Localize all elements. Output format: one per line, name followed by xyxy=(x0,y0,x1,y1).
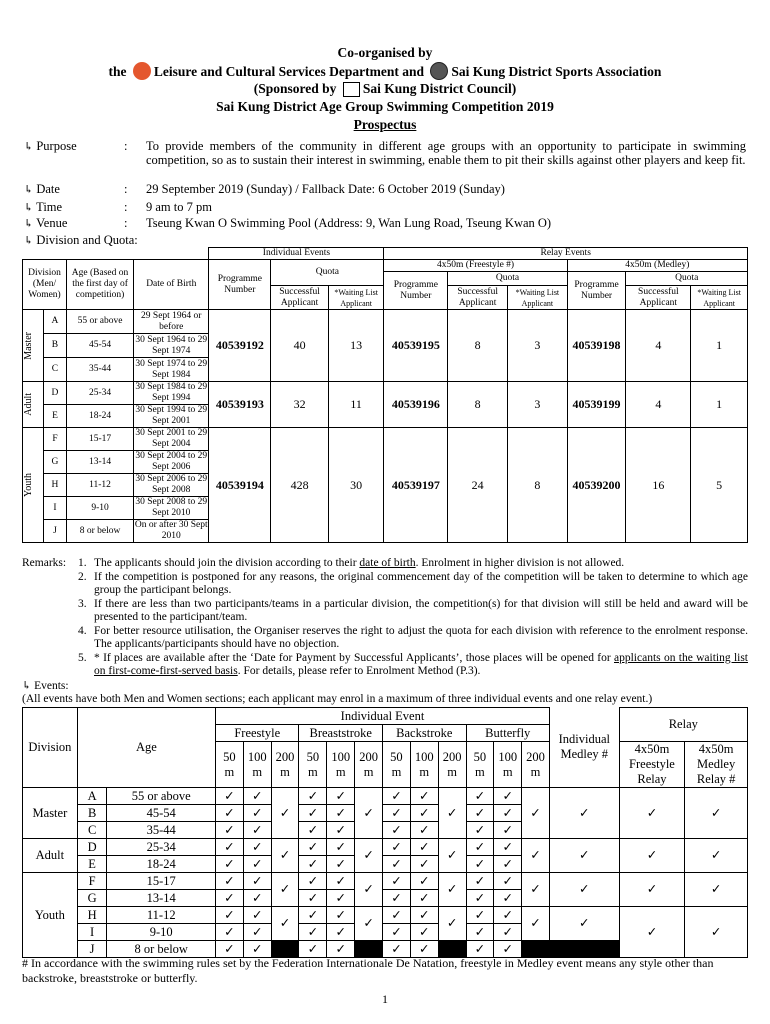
relay-free-header: 4x50m Freestyle Relay xyxy=(619,742,685,788)
individual-events-header: Individual Events xyxy=(209,248,384,260)
check-icon: ✓ xyxy=(383,805,411,822)
master-medley-success: 4 xyxy=(626,310,691,382)
events-group: Master xyxy=(23,788,78,839)
check-icon: ✓ xyxy=(243,822,271,839)
stroke-freestyle: Freestyle xyxy=(216,725,299,742)
check-icon: ✓ xyxy=(216,822,244,839)
division-code: I xyxy=(43,497,66,520)
remarks xyxy=(22,557,748,707)
check-icon: ✓ xyxy=(549,907,619,941)
check-icon: ✓ xyxy=(522,907,550,941)
events-code: I xyxy=(77,924,107,941)
distance-header: 50 m xyxy=(383,742,411,788)
check-icon: ✓ xyxy=(383,873,411,890)
division-quota-table xyxy=(22,247,748,543)
quota-header: Quota xyxy=(448,272,567,286)
check-icon: ✓ xyxy=(271,839,299,873)
check-icon: ✓ xyxy=(685,907,748,958)
check-icon: ✓ xyxy=(271,788,299,839)
youth-free-prog: 40539197 xyxy=(384,428,448,543)
events-table xyxy=(22,707,748,958)
check-icon: ✓ xyxy=(494,805,522,822)
events-group: Adult xyxy=(23,839,78,873)
youth-ind-success: 428 xyxy=(271,428,329,543)
check-icon: ✓ xyxy=(522,788,550,839)
master-ind-prog: 40539192 xyxy=(209,310,271,382)
header-sponsor-name: Sai Kung District Council) xyxy=(362,81,517,96)
master-medley-waiting: 1 xyxy=(691,310,748,382)
check-icon: ✓ xyxy=(619,788,685,839)
check-icon: ✓ xyxy=(494,873,522,890)
check-icon: ✓ xyxy=(299,822,327,839)
age-header: Age (Based on the first day of competition) xyxy=(67,260,134,310)
check-icon: ✓ xyxy=(549,839,619,873)
check-icon: ✓ xyxy=(243,924,271,941)
check-icon: ✓ xyxy=(522,839,550,873)
division-header: Division (Men/ Women) xyxy=(23,260,67,310)
division-code: J xyxy=(43,520,66,543)
check-icon: ✓ xyxy=(243,890,271,907)
check-icon: ✓ xyxy=(494,788,522,805)
division-code: E xyxy=(43,405,66,428)
remark-4: For better resource utilisation, the Organiser reserves the right to adjust the quota for each division with reference to the enrolment response. The applicants/participants should have no objection. xyxy=(94,624,748,650)
division-dob: 30 Sept 1974 to 29 Sept 1984 xyxy=(135,358,208,380)
check-icon: ✓ xyxy=(549,788,619,839)
division-age: 55 or above xyxy=(67,310,134,334)
purpose-text: To provide members of the community in different age groups with an opportunity to participate in swimming competition, so as to sustain their interest in swimming, enable them to pit their skills against other players and keep fit. xyxy=(146,139,746,167)
check-icon: ✓ xyxy=(494,890,522,907)
check-icon: ✓ xyxy=(243,941,271,958)
adult-free-waiting: 3 xyxy=(508,382,568,428)
distance-header: 50 m xyxy=(299,742,327,788)
check-icon: ✓ xyxy=(383,890,411,907)
remark-number: 3. xyxy=(78,597,87,610)
programme-number-header: Programme Number xyxy=(567,272,626,310)
master-free-prog: 40539195 xyxy=(384,310,448,382)
adult-ind-prog: 40539193 xyxy=(209,382,271,428)
stroke-butterfly: Butterfly xyxy=(466,725,549,742)
date-text: 29 September 2019 (Sunday) / Fallback Date: 6 October 2019 (Sunday) xyxy=(146,182,505,196)
events-code: A xyxy=(77,788,107,805)
distance-header: 200 m xyxy=(522,742,550,788)
check-icon: ✓ xyxy=(243,788,271,805)
events-im-header: Individual Medley # xyxy=(549,708,619,788)
youth-medley-prog: 40539200 xyxy=(567,428,626,543)
check-icon: ✓ xyxy=(355,873,383,907)
footnote: # In accordance with the swimming rules set by the Federation Internationale De Natation, freestyle in Medley event means any style other than backstroke, breaststroke or butterfly. xyxy=(22,956,714,985)
venue-colon: : xyxy=(124,216,128,230)
header-skdsa: Sai Kung District Sports Association xyxy=(451,64,662,79)
events-age: 55 or above xyxy=(107,788,216,805)
quota-header: Quota xyxy=(271,260,384,286)
distance-header: 200 m xyxy=(438,742,466,788)
venue-text: Tseung Kwan O Swimming Pool (Address: 9, Wan Lung Road, Tseung Kwan O) xyxy=(146,216,552,230)
division-quota-label: ↳ Division and Quota: xyxy=(24,233,138,247)
check-icon: ✓ xyxy=(410,856,438,873)
check-icon: ✓ xyxy=(383,941,411,958)
distance-header: 100 m xyxy=(410,742,438,788)
events-code: J xyxy=(77,941,107,958)
events-code: G xyxy=(77,890,107,907)
check-icon: ✓ xyxy=(410,805,438,822)
medley-relay-header: 4x50m (Medley) xyxy=(567,260,747,272)
programme-number-header: Programme Number xyxy=(384,272,448,310)
division-age: 15-17 xyxy=(67,428,134,451)
check-icon: ✓ xyxy=(243,839,271,856)
events-row xyxy=(23,873,748,890)
header-co-organised: Co-organised by xyxy=(337,45,433,60)
adult-medley-prog: 40539199 xyxy=(567,382,626,428)
header-lcsd: Leisure and Cultural Services Department and xyxy=(153,64,425,79)
check-icon: ✓ xyxy=(299,907,327,924)
stroke-backstroke: Backstroke xyxy=(383,725,466,742)
division-age: 13-14 xyxy=(67,451,134,474)
check-icon: ✓ xyxy=(549,873,619,907)
check-icon: ✓ xyxy=(327,839,355,856)
master-free-waiting: 3 xyxy=(508,310,568,382)
check-icon: ✓ xyxy=(410,890,438,907)
check-icon: ✓ xyxy=(355,788,383,839)
youth-ind-waiting: 30 xyxy=(328,428,384,543)
check-icon: ✓ xyxy=(243,907,271,924)
check-icon: ✓ xyxy=(466,873,494,890)
check-icon: ✓ xyxy=(327,805,355,822)
check-icon: ✓ xyxy=(383,907,411,924)
check-icon: ✓ xyxy=(466,839,494,856)
division-age: 9-10 xyxy=(67,497,134,520)
purpose-colon: : xyxy=(124,139,128,153)
adult-medley-success: 4 xyxy=(626,382,691,428)
check-icon: ✓ xyxy=(299,924,327,941)
distance-header: 200 m xyxy=(355,742,383,788)
check-icon: ✓ xyxy=(299,856,327,873)
date-colon: : xyxy=(124,182,128,196)
division-age: 11-12 xyxy=(67,474,134,497)
check-icon: ✓ xyxy=(327,907,355,924)
division-code: C xyxy=(43,358,66,382)
division-dob: 30 Sept 2008 to 29 Sept 2010 xyxy=(135,497,208,518)
check-icon: ✓ xyxy=(619,907,685,958)
check-icon: ✓ xyxy=(299,805,327,822)
time-label: ↳ Time xyxy=(24,200,63,214)
events-age: 45-54 xyxy=(107,805,216,822)
adult-ind-success: 32 xyxy=(271,382,329,428)
division-code: H xyxy=(43,474,66,497)
waiting-header: *Waiting List Applicant xyxy=(508,286,568,310)
header-organisers xyxy=(0,62,770,81)
division-age: 18-24 xyxy=(67,405,134,428)
check-icon: ✓ xyxy=(327,856,355,873)
date-label: ↳ Date xyxy=(24,182,60,196)
events-row xyxy=(23,839,748,856)
programme-number-header: Programme Number xyxy=(209,260,271,310)
master-ind-success: 40 xyxy=(271,310,329,382)
relay-events-header: Relay Events xyxy=(384,248,748,260)
distance-header: 100 m xyxy=(327,742,355,788)
events-age: 11-12 xyxy=(107,907,216,924)
events-code: H xyxy=(77,907,107,924)
check-icon: ✓ xyxy=(410,788,438,805)
check-icon: ✓ xyxy=(410,924,438,941)
check-icon: ✓ xyxy=(216,924,244,941)
events-code: F xyxy=(77,873,107,890)
council-logo-icon xyxy=(343,82,360,97)
check-icon: ✓ xyxy=(327,890,355,907)
division-age: 45-54 xyxy=(67,334,134,358)
adult-ind-waiting: 11 xyxy=(328,382,384,428)
check-icon: ✓ xyxy=(619,839,685,873)
adult-medley-waiting: 1 xyxy=(691,382,748,428)
check-icon: ✓ xyxy=(494,924,522,941)
remarks-label: Remarks: xyxy=(22,557,67,569)
events-age: 13-14 xyxy=(107,890,216,907)
remark-number: 5. xyxy=(78,651,87,664)
not-available-cell xyxy=(355,941,383,958)
check-icon: ✓ xyxy=(494,822,522,839)
check-icon: ✓ xyxy=(216,873,244,890)
events-heading: ↳ Events: xyxy=(22,679,69,692)
time-colon: : xyxy=(124,200,128,214)
events-row xyxy=(23,788,748,805)
remark-number: 1. xyxy=(78,557,87,569)
not-available-cell xyxy=(271,941,299,958)
youth-medley-success: 16 xyxy=(626,428,691,543)
freestyle-relay-header: 4x50m (Freestyle #) xyxy=(384,260,567,272)
remark-2: If the competition is postponed for any reasons, the original commencement day of the competition will be taken to determine to which age group the participant belongs. xyxy=(94,570,748,596)
page-number: 1 xyxy=(382,992,388,1006)
check-icon: ✓ xyxy=(299,941,327,958)
venue-label: ↳ Venue xyxy=(24,216,68,230)
events-group: Youth xyxy=(23,873,78,958)
check-icon: ✓ xyxy=(438,907,466,941)
division-dob: 30 Sept 2004 to 29 Sept 2006 xyxy=(135,451,208,472)
check-icon: ✓ xyxy=(383,856,411,873)
check-icon: ✓ xyxy=(299,890,327,907)
division-code: B xyxy=(43,334,66,358)
check-icon: ✓ xyxy=(438,788,466,839)
events-division-header: Division xyxy=(23,708,78,788)
check-icon: ✓ xyxy=(466,822,494,839)
skdsa-logo-icon xyxy=(430,62,448,80)
check-icon: ✓ xyxy=(410,907,438,924)
check-icon: ✓ xyxy=(466,941,494,958)
quota-header: Quota xyxy=(626,272,748,286)
division-age: 25-34 xyxy=(67,382,134,405)
division-code: G xyxy=(43,451,66,474)
master-ind-waiting: 13 xyxy=(328,310,384,382)
check-icon: ✓ xyxy=(466,805,494,822)
check-icon: ✓ xyxy=(327,873,355,890)
check-icon: ✓ xyxy=(383,822,411,839)
adult-free-success: 8 xyxy=(448,382,508,428)
group-adult: Adult xyxy=(23,382,44,428)
check-icon: ✓ xyxy=(271,907,299,941)
events-age: 8 or below xyxy=(107,941,216,958)
division-dob: 29 Sept 1964 or before xyxy=(134,310,209,334)
remark-5: * If places are available after the ‘Date for Payment by Successful Applicants’, those places will be opened for applicants on the waiting list on first-come-first-served basis. For details, please refer to Enrolment Method (P.3). xyxy=(94,651,749,677)
division-dob: 30 Sept 2001 to 29 Sept 2004 xyxy=(135,428,208,449)
events-age-header: Age xyxy=(77,708,215,788)
youth-medley-waiting: 5 xyxy=(691,428,748,543)
stroke-breaststroke: Breaststroke xyxy=(299,725,383,742)
division-age: 8 or below xyxy=(67,520,134,543)
distance-header: 50 m xyxy=(466,742,494,788)
check-icon: ✓ xyxy=(327,941,355,958)
check-icon: ✓ xyxy=(410,822,438,839)
check-icon: ✓ xyxy=(216,839,244,856)
successful-header: Successful Applicant xyxy=(448,286,508,310)
events-age: 18-24 xyxy=(107,856,216,873)
check-icon: ✓ xyxy=(494,856,522,873)
check-icon: ✓ xyxy=(466,890,494,907)
check-icon: ✓ xyxy=(410,839,438,856)
check-icon: ✓ xyxy=(243,805,271,822)
check-icon: ✓ xyxy=(438,839,466,873)
successful-header: Successful Applicant xyxy=(626,286,691,310)
distance-header: 100 m xyxy=(243,742,271,788)
check-icon: ✓ xyxy=(685,873,748,907)
remark-number: 2. xyxy=(78,570,87,583)
check-icon: ✓ xyxy=(438,873,466,907)
check-icon: ✓ xyxy=(466,856,494,873)
division-code: F xyxy=(43,428,66,451)
check-icon: ✓ xyxy=(327,924,355,941)
check-icon: ✓ xyxy=(410,941,438,958)
check-icon: ✓ xyxy=(327,788,355,805)
successful-header: Successful Applicant xyxy=(271,286,329,310)
division-dob: On or after 30 Sept 2010 xyxy=(134,520,208,541)
check-icon: ✓ xyxy=(271,873,299,907)
not-available-cell xyxy=(438,941,466,958)
check-icon: ✓ xyxy=(327,822,355,839)
distance-header: 100 m xyxy=(494,742,522,788)
events-row xyxy=(23,907,748,924)
events-code: B xyxy=(77,805,107,822)
check-icon: ✓ xyxy=(494,839,522,856)
not-available-cell xyxy=(549,941,619,958)
events-code: E xyxy=(77,856,107,873)
check-icon: ✓ xyxy=(299,788,327,805)
division-code: D xyxy=(43,382,66,405)
check-icon: ✓ xyxy=(685,839,748,873)
check-icon: ✓ xyxy=(355,839,383,873)
check-icon: ✓ xyxy=(216,941,244,958)
youth-free-waiting: 8 xyxy=(508,428,568,543)
check-icon: ✓ xyxy=(466,788,494,805)
remark-3: If there are less than two participants/teams in a particular division, the competition(s) for that division will still be held and award will be presented to the participant/team. xyxy=(94,597,748,623)
check-icon: ✓ xyxy=(355,907,383,941)
check-icon: ✓ xyxy=(466,907,494,924)
group-master: Master xyxy=(23,310,44,382)
check-icon: ✓ xyxy=(685,788,748,839)
events-note: (All events have both Men and Women sections; each applicant may enrol in a maximum of three individual events and one relay event.) xyxy=(22,693,653,705)
relay-medley-header: 4x50m Medley Relay # xyxy=(685,742,748,788)
purpose-label: ↳ Purpose xyxy=(24,139,77,153)
check-icon: ✓ xyxy=(494,941,522,958)
check-icon: ✓ xyxy=(522,873,550,907)
check-icon: ✓ xyxy=(383,924,411,941)
division-age: 35-44 xyxy=(67,358,134,382)
youth-free-success: 24 xyxy=(448,428,508,543)
check-icon: ✓ xyxy=(466,924,494,941)
master-medley-prog: 40539198 xyxy=(567,310,626,382)
check-icon: ✓ xyxy=(619,873,685,907)
check-icon: ✓ xyxy=(216,907,244,924)
distance-header: 50 m xyxy=(216,742,244,788)
page-subtitle: Prospectus xyxy=(353,117,417,132)
events-code: C xyxy=(77,822,107,839)
not-available-cell xyxy=(522,941,550,958)
check-icon: ✓ xyxy=(216,788,244,805)
page-title: Sai Kung District Age Group Swimming Competition 2019 xyxy=(216,99,554,114)
check-icon: ✓ xyxy=(216,805,244,822)
division-dob: 30 Sept 2006 to 29 Sept 2008 xyxy=(135,474,208,495)
events-age: 35-44 xyxy=(107,822,216,839)
events-code: D xyxy=(77,839,107,856)
check-icon: ✓ xyxy=(216,890,244,907)
header-the: the xyxy=(108,64,127,79)
check-icon: ✓ xyxy=(410,873,438,890)
check-icon: ✓ xyxy=(243,873,271,890)
youth-ind-prog: 40539194 xyxy=(209,428,271,543)
time-text: 9 am to 7 pm xyxy=(146,200,212,214)
check-icon: ✓ xyxy=(494,907,522,924)
remark-number: 4. xyxy=(78,624,87,637)
division-dob: 30 Sept 1994 to 29 Sept 2001 xyxy=(135,405,208,426)
dob-header: Date of Birth xyxy=(134,260,209,310)
check-icon: ✓ xyxy=(243,856,271,873)
events-age: 15-17 xyxy=(107,873,216,890)
header-sponsor xyxy=(0,80,770,98)
division-dob: 30 Sept 1964 to 29 Sept 1974 xyxy=(135,334,208,356)
adult-free-prog: 40539196 xyxy=(384,382,448,428)
lcsd-logo-icon xyxy=(133,62,151,80)
division-code: A xyxy=(43,310,66,334)
master-free-success: 8 xyxy=(448,310,508,382)
events-age: 9-10 xyxy=(107,924,216,941)
waiting-header: *Waiting List Applicant xyxy=(691,286,748,310)
remark-1: The applicants should join the division according to their date of birth. Enrolment in higher division is not allowed. xyxy=(94,557,625,569)
division-dob: 30 Sept 1984 to 29 Sept 1994 xyxy=(135,382,208,403)
events-relay-header: Relay xyxy=(619,708,747,742)
events-age: 25-34 xyxy=(107,839,216,856)
group-youth: Youth xyxy=(23,428,44,543)
check-icon: ✓ xyxy=(383,788,411,805)
header-sponsor-pre: (Sponsored by xyxy=(253,81,337,96)
check-icon: ✓ xyxy=(383,839,411,856)
check-icon: ✓ xyxy=(216,856,244,873)
check-icon: ✓ xyxy=(299,873,327,890)
check-icon: ✓ xyxy=(299,839,327,856)
waiting-header: *Waiting List Applicant xyxy=(328,286,384,310)
events-individual-header: Individual Event xyxy=(216,708,550,725)
distance-header: 200 m xyxy=(271,742,299,788)
